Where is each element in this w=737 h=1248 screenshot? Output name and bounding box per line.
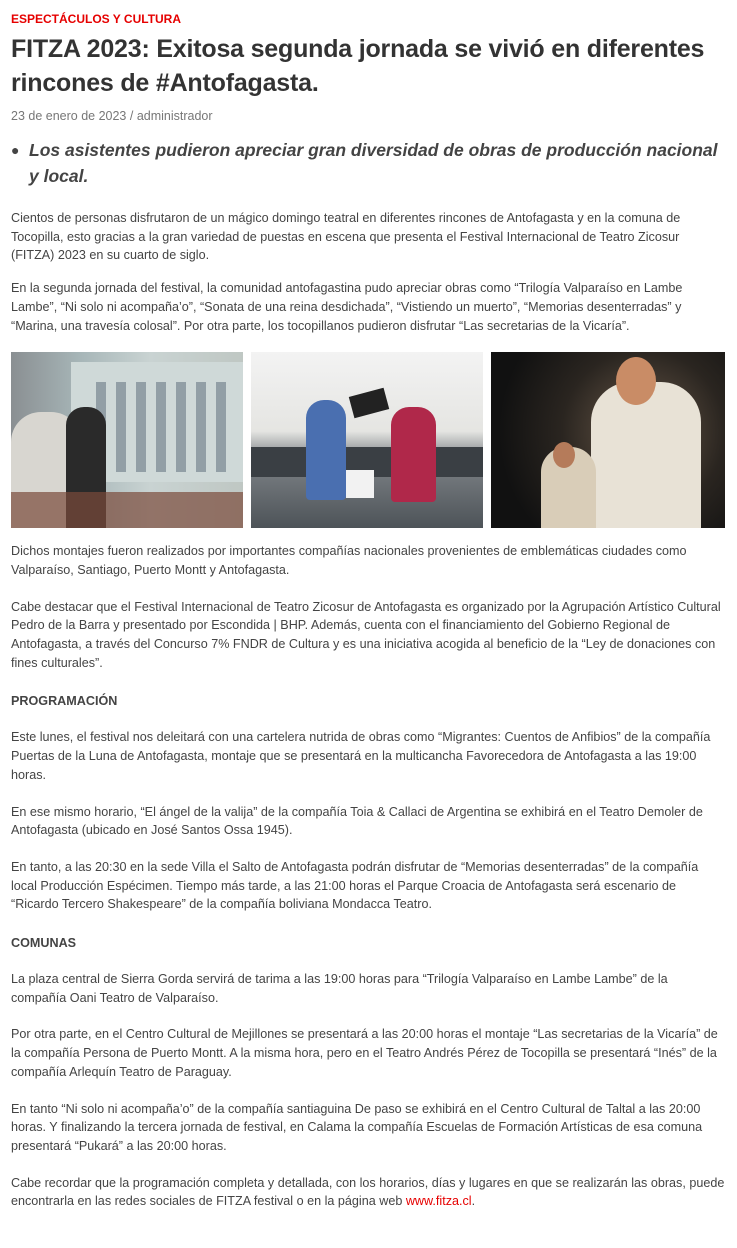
closing-end: . [471, 1194, 476, 1209]
category-link[interactable]: ESPECTÁCULOS Y CULTURA [11, 12, 182, 26]
photo-stage-actors[interactable] [491, 352, 725, 528]
bullet-icon: ● [11, 142, 20, 158]
fitza-website-link[interactable]: www.fitza.cl [405, 1194, 472, 1209]
article-title: FITZA 2023: Exitosa segunda jornada se vivió en diferentes rincones de #Antofagasta. [11, 35, 705, 97]
paragraph: En tanto “Ni solo ni acompaña’o” de la compañía santiaguina De paso se exhibirá en el Centro Cultural de Taltal a las 20:00 horas. Y finalizando la tercera jornada de festival, en Calama la compañía Escuelas de Formación Artísticas de esa comuna presentará “Pukará” a las 20:00 horas. [11, 1101, 703, 1153]
author-link[interactable]: administrador [136, 109, 213, 123]
article-meta [11, 108, 726, 124]
section-heading-programacion: PROGRAMACIÓN [11, 694, 118, 709]
date-link[interactable]: 23 de enero de 2023 [11, 109, 127, 123]
paragraph: La plaza central de Sierra Gorda servirá de tarima a las 19:00 horas para “Trilogía Valparaíso en Lambe Lambe” de la compañía Oani Teatro de Valparaíso. [11, 972, 668, 1005]
paragraph: Este lunes, el festival nos deleitará con una cartelera nutrida de obras como “Migrantes: Cuentos de Anfibios” de la compañía Puertas de la Luna de Antofagasta, montaje que se presentará en la multicancha Favorecedora de Antofagasta a las 19:00 horas. [11, 730, 711, 782]
lead-bullet [11, 137, 726, 189]
paragraph: En ese mismo horario, “El ángel de la valija” de la compañía Toia & Callaci de Argentina se exhibirá en el Teatro Demoler de Antofagasta (ubicado en José Santos Ossa 1945). [11, 804, 703, 838]
paragraph: En la segunda jornada del festival, la comunidad antofagastina pudo apreciar obras como “Trilogía Valparaíso en Lambe Lambe”, “Ni solo ni acompaña’o”, “Sonata de una reina desdichada”, “Vistiendo un muerto”, “Memorias desenterradas” y “Marina, una travesía colosal”. Por otra parte, los tocopillanos pudieron disfrutar “Las secretarias de la Vicaría”. [11, 281, 683, 333]
paragraph: Cabe destacar que el Festival Internacional de Teatro Zicosur de Antofagasta es organizado por la Agrupación Artístico Cultural Pedro de la Barra y presentado por Escondida | BHP. Además, cuenta con el financiamiento del Gobierno Regional de Antofagasta, a través del Concurso 7% FNDR de Cultura y es una iniciativa acogida al beneficio de la “Ley de donaciones con fines culturales”. [11, 599, 721, 670]
paragraph: Dichos montajes fueron realizados por importantes compañías nacionales provenientes de emblemáticas ciudades como Valparaíso, Santiago, Puerto Montt y Antofagasta. [11, 544, 687, 577]
paragraph: En tanto, a las 20:30 en la sede Villa el Salto de Antofagasta podrán disfrutar de “Memorias desenterradas” de la compañía local Producción Espécimen. Tiempo más tarde, a las 21:00 horas el Parque Croacia de Antofagasta será escenario de “Ricardo Tercero Shakespeare” de la compañía boliviana Mondacca Teatro. [11, 859, 699, 912]
paragraph: Cientos de personas disfrutaron de un mágico domingo teatral en diferentes rincones de Antofagasta y en la comuna de Tocopilla, esto gracias a la gran variedad de puestas en escena que presenta el Festival Internacional de Teatro Zicosur (FITZA) 2023 en su cuarto de siglo. [11, 211, 681, 263]
lead-text: Los asistentes pudieron apreciar gran diversidad de obras de producción nacional y local. [29, 140, 718, 186]
photo-outdoor-performance[interactable] [251, 352, 483, 528]
paragraph: Por otra parte, en el Centro Cultural de Mejillones se presentará a las 20:00 horas el montaje “Las secretarias de la Vicaría” de la compañía Persona de Puerto Montt. A la misma hora, pero en el Teatro Andrés Pérez de Tocopilla se presentará “Inés” de la compañía Arlequín Teatro de Paraguay. [11, 1027, 718, 1079]
meta-separator: / [126, 109, 137, 123]
closing-text: Cabe recordar que la programación completa y detallada, con los horarios, días y lugares en que se realizarán las obras, puede encontrarla en las redes sociales de FITZA festival o en la página web [11, 1175, 725, 1209]
photo-gallery [11, 352, 726, 528]
closing-paragraph [11, 1174, 726, 1211]
photo-audience-exhibition[interactable] [11, 352, 243, 528]
section-heading-comunas: COMUNAS [11, 936, 77, 951]
